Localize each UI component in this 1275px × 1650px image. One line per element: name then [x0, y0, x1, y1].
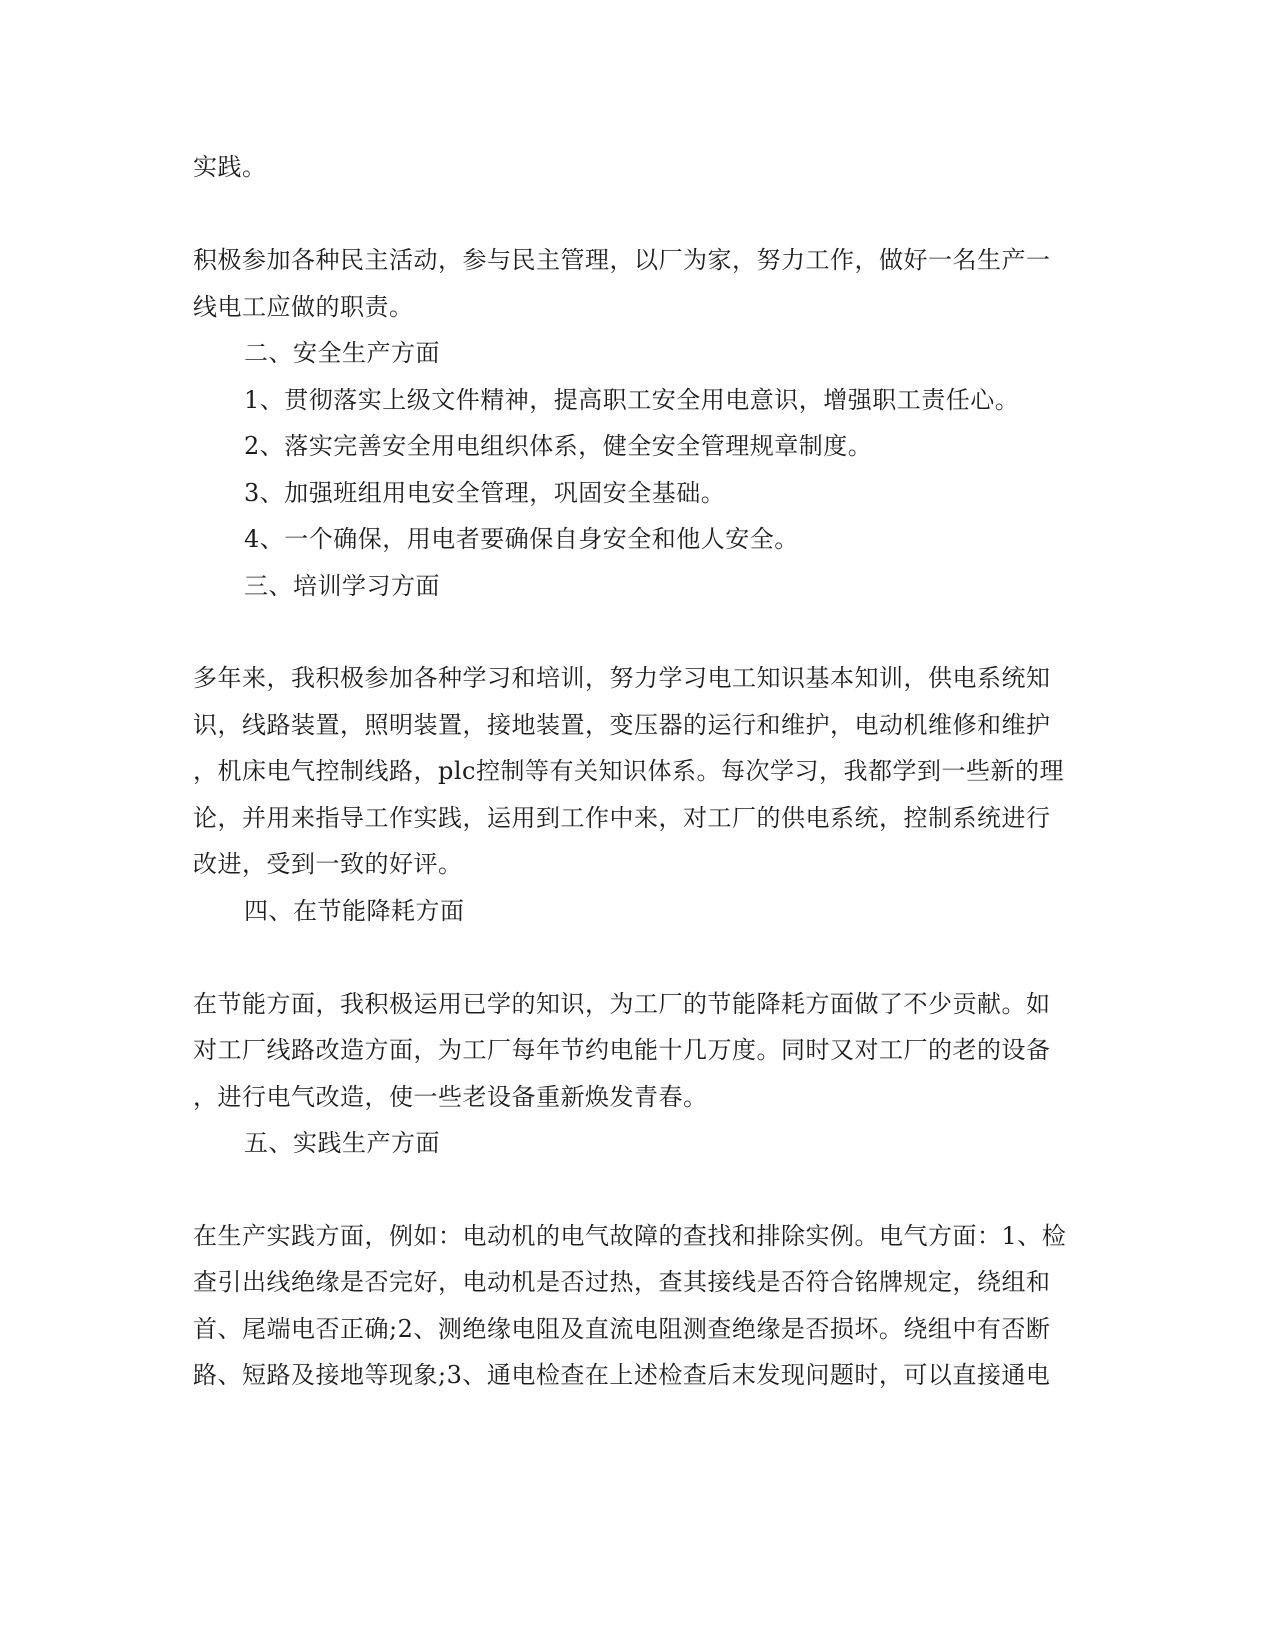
- paragraph-line: 首、尾端电否正确;2、测绝缘电阻及直流电阻测查绝缘是否损坏。绕组中有否断: [193, 1315, 1051, 1343]
- paragraph-line: 路、短路及接地等现象;3、通电检查在上述检查后末发现问题时，可以直接通电: [193, 1361, 1051, 1389]
- paragraph-line: 对工厂线路改造方面，为工厂每年节约电能十几万度。同时又对工厂的老的设备: [193, 1036, 1051, 1064]
- paragraph-line: ，进行电气改造，使一些老设备重新焕发青春。: [193, 1083, 708, 1111]
- paragraph-line: 在节能方面，我积极运用已学的知识，为工厂的节能降耗方面做了不少贡献。如: [193, 990, 1051, 1018]
- paragraph-line: 查引出线绝缘是否完好，电动机是否过热，查其接线是否符合铭牌规定，绕组和: [193, 1268, 1051, 1296]
- list-item: 3、加强班组用电安全管理，巩固安全基础。: [244, 479, 726, 507]
- list-item: 4、一个确保，用电者要确保自身安全和他人安全。: [244, 525, 799, 553]
- paragraph-line: 在生产实践方面，例如：电动机的电气故障的查找和排除实例。电气方面：1、检: [193, 1222, 1067, 1250]
- list-item: 1、贯彻落实上级文件精神，提高职工安全用电意识，增强职工责任心。: [244, 386, 1020, 414]
- section-heading: 四、在节能降耗方面: [244, 897, 465, 925]
- paragraph-line: 论，并用来指导工作实践，运用到工作中来，对工厂的供电系统，控制系统进行: [193, 804, 1051, 832]
- section-heading: 五、实践生产方面: [244, 1129, 440, 1157]
- paragraph-line: 线电工应做的职责。: [193, 293, 414, 321]
- paragraph-line: 积极参加各种民主活动，参与民主管理，以厂为家，努力工作，做好一名生产一: [193, 246, 1051, 274]
- section-heading: 二、安全生产方面: [244, 339, 440, 367]
- section-heading: 三、培训学习方面: [244, 572, 440, 600]
- paragraph-line: 多年来，我积极参加各种学习和培训，努力学习电工知识基本知训，供电系统知: [193, 664, 1051, 692]
- list-item: 2、落实完善安全用电组织体系，健全安全管理规章制度。: [244, 432, 873, 460]
- paragraph-line: 改进，受到一致的好评。: [193, 850, 463, 878]
- paragraph-line: 实践。: [193, 153, 267, 181]
- paragraph-line: ，机床电气控制线路，plc控制等有关知识体系。每次学习，我都学到一些新的理: [193, 757, 1064, 785]
- paragraph-line: 识，线路装置，照明装置，接地装置，变压器的运行和维护，电动机维修和维护: [193, 711, 1051, 739]
